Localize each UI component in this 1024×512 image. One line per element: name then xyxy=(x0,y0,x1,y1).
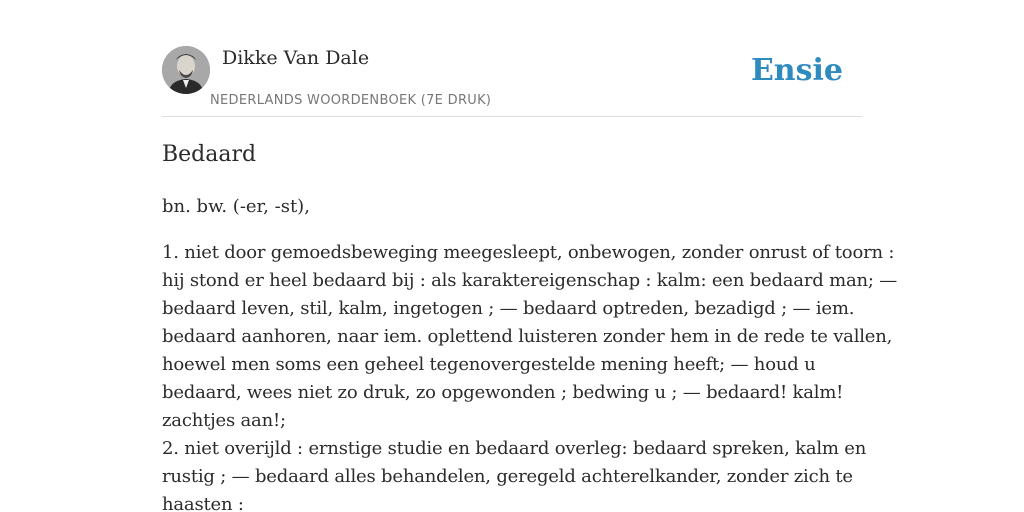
entry-grammar: bn. bw. (-er, -st), xyxy=(162,196,310,217)
author-avatar[interactable] xyxy=(162,46,210,94)
definition-line: bedaard, wees niet zo druk, zo opgewonden ; bedwing u ; — bedaard! kalm! xyxy=(162,382,844,403)
definition-line: zachtjes aan!; xyxy=(162,410,286,431)
author-name[interactable]: Dikke Van Dale xyxy=(222,47,370,69)
entry-title: Bedaard xyxy=(162,142,257,167)
source-label[interactable]: NEDERLANDS WOORDENBOEK (7E DRUK) xyxy=(210,93,492,108)
definition-line: bedaard leven, stil, kalm, ingetogen ; — bedaard optreden, bezadigd ; — iem. xyxy=(162,298,855,319)
definition-line: hij stond er heel bedaard bij : als karaktereigenschap : kalm: een bedaard man; — xyxy=(162,270,898,291)
definition-line: hoewel men soms een geheel tegenovergestelde mening heeft; — houd u xyxy=(162,354,816,375)
entry-definitions xyxy=(162,239,898,512)
header xyxy=(162,46,862,117)
definition-line: bedaard aanhoren, naar iem. oplettend luisteren zonder hem in de rede te vallen, xyxy=(162,326,893,347)
portrait-icon xyxy=(162,46,210,94)
definition-line: rustig ; — bedaard alles behandelen, geregeld achterelkander, zonder zich te xyxy=(162,466,853,487)
definition-line: haasten : xyxy=(162,494,244,512)
definition-line: 1. niet door gemoedsbeweging meegesleept, onbewogen, zonder onrust of toorn : xyxy=(162,242,895,263)
definition-line: 2. niet overijld : ernstige studie en bedaard overleg: bedaard spreken, kalm en xyxy=(162,438,867,459)
ensie-logo[interactable]: Ensie xyxy=(750,53,843,88)
